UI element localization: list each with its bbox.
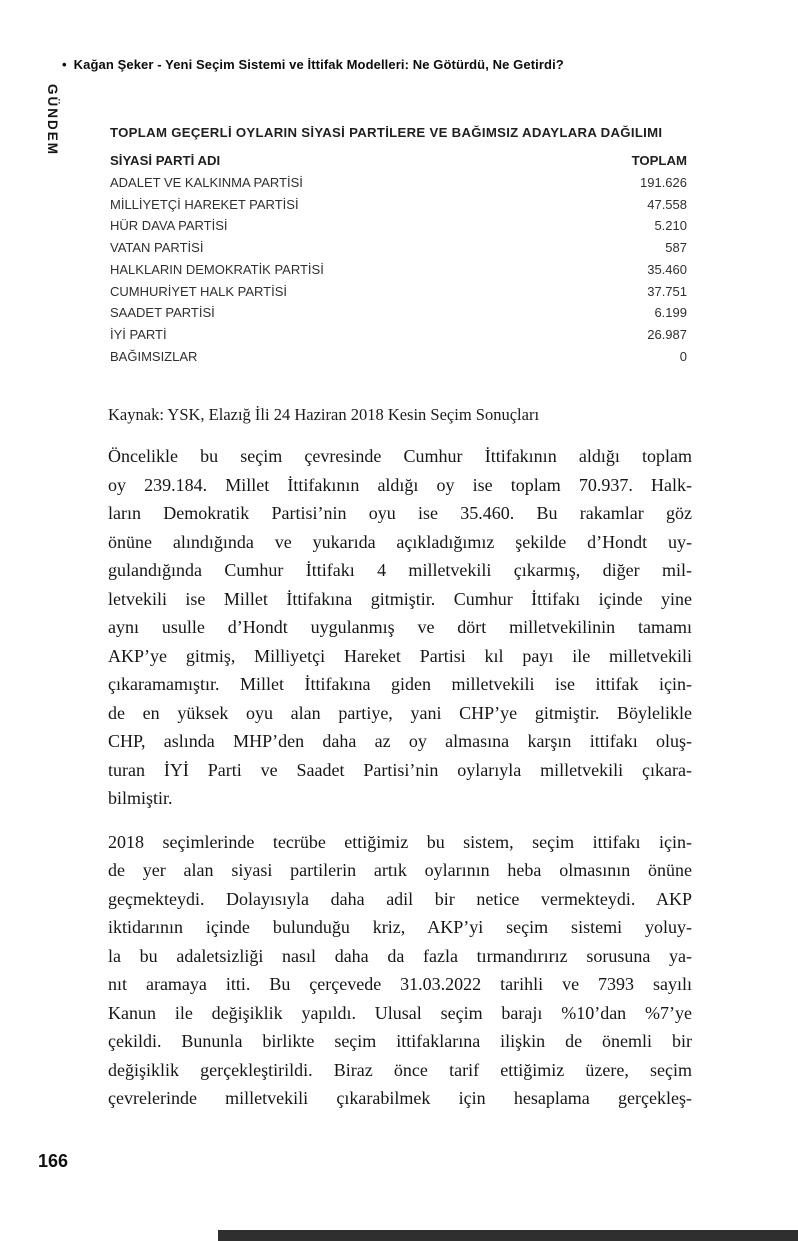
paragraph-line: çekildi. Bununla birlikte seçim ittifaklarına ilişkin de önemli bir: [108, 1031, 692, 1051]
bullet-icon: •: [62, 57, 67, 72]
page-number: 166: [38, 1151, 69, 1171]
paragraph-line: Kanun ile değişiklik yapıldı. Ulusal seçim barajı %10’dan %7’ye: [108, 1002, 692, 1023]
article-title: Yeni Seçim Sistemi ve İttifak Modelleri: Ne Götürdü, Ne Getirdi?: [165, 57, 564, 72]
paragraph-line: letvekili ise Millet İttifakına gitmiştir. Cumhur İttifakı içinde yine: [108, 588, 692, 609]
table-row: [110, 259, 687, 281]
party-name: HÜR DAVA PARTİSİ: [110, 218, 228, 234]
party-total: 191.626: [640, 175, 687, 190]
paragraph-line: CHP, aslında MHP’den daha az oy almasına karşın ittifakı oluş-: [108, 731, 692, 751]
party-name: VATAN PARTİSİ: [110, 240, 204, 256]
paragraph-line: gulandığında Cumhur İttifakı 4 milletvekili çıkarmış, diğer mil-: [108, 560, 692, 580]
table-row: [110, 281, 687, 303]
paragraph-line: aynı usulle d’Hondt uygulanmış ve dört milletvekilinin tamamı: [108, 617, 692, 637]
paragraph-line: ların Demokratik Partisi’nin oyu ise 35.460. Bu rakamlar göz: [108, 503, 692, 523]
column-header-party: SİYASİ PARTİ ADI: [110, 153, 221, 168]
party-name: HALKLARIN DEMOKRATİK PARTİSİ: [110, 261, 324, 277]
article-body: [108, 442, 692, 1113]
party-total: 47.558: [647, 196, 687, 212]
party-total: 6.199: [654, 305, 687, 321]
paragraph-line: oy 239.184. Millet İttifakının aldığı oy ise toplam 70.937. Halk-: [108, 474, 692, 495]
article-header: [62, 57, 564, 72]
party-total: 587: [665, 240, 687, 256]
table-row: [110, 172, 687, 194]
column-header-total: TOPLAM: [631, 153, 687, 168]
table-row: [110, 194, 687, 216]
paragraph-line: önüne alındığında ve yukarıda açıkladığımız şekilde d’Hondt uy-: [108, 531, 692, 552]
paragraph: [108, 442, 692, 813]
paragraph-line: iktidarının içinde bulunduğu kriz, AKP’yi seçim sistemi yoluy-: [108, 917, 692, 937]
section-label: GÜNDEM: [45, 84, 60, 156]
party-total: 37.751: [647, 283, 687, 299]
party-name: BAĞIMSIZLAR: [110, 348, 198, 364]
paragraph-line: la bu adaletsizliği nasıl daha da fazla tırmandırırız sorusuna ya-: [108, 945, 692, 966]
paragraph-line: geçmekteydi. Dolayısıyla daha adil bir netice vermekteydi. AKP: [108, 888, 692, 909]
paragraph-line: Öncelikle bu seçim çevresinde Cumhur İttifakının aldığı toplam: [108, 446, 692, 466]
party-total: 26.987: [647, 326, 687, 342]
paragraph-line: çıkaramamıştır. Millet İttifakına giden milletvekili ise ittifak için-: [108, 674, 692, 694]
paragraph-line: turan İYİ Parti ve Saadet Partisi’nin oylarıyla milletvekili çıkara-: [108, 759, 692, 780]
party-name: MİLLİYETÇİ HAREKET PARTİSİ: [110, 196, 299, 212]
table-row: [110, 346, 687, 368]
party-name: CUMHURİYET HALK PARTİSİ: [110, 283, 287, 299]
paragraph-line: çevrelerinde milletvekili çıkarabilmek için hesaplama gerçekleş-: [108, 1088, 692, 1108]
table-row: [110, 302, 687, 324]
table-row: [110, 237, 687, 259]
table-row: [110, 324, 687, 346]
paragraph-line: AKP’ye gitmiş, Milliyetçi Hareket Partisi kıl payı ile milletvekili: [108, 645, 692, 666]
paragraph-line: nıt aramaya itti. Bu çerçevede 31.03.2022 tarihli ve 7393 sayılı: [108, 974, 692, 994]
results-table: [110, 123, 687, 367]
party-name: SAADET PARTİSİ: [110, 305, 215, 321]
party-total: 35.460: [647, 261, 687, 277]
table-source: Kaynak: YSK, Elazığ İli 24 Haziran 2018 Kesin Seçim Sonuçları: [108, 405, 540, 424]
table-header-row: [110, 150, 687, 172]
paragraph-line: 2018 seçimlerinde tecrübe ettiğimiz bu sistem, seçim ittifakı için-: [108, 831, 692, 852]
party-name: ADALET VE KALKINMA PARTİSİ: [110, 175, 303, 190]
paragraph: [108, 828, 692, 1113]
paragraph-line: de en yüksek oyu alan partiye, yani CHP’ye gitmiştir. Böylelikle: [108, 702, 692, 723]
table-title: TOPLAM GEÇERLİ OYLARIN SİYASİ PARTİLERE VE BAĞIMSIZ ADAYLARA DAĞILIMI: [110, 125, 663, 140]
party-total: 5.210: [654, 218, 687, 234]
paragraph-line: de yer alan siyasi partilerin artık oylarının heba olmasının önüne: [108, 860, 692, 880]
footer-bar: [218, 1230, 798, 1241]
paragraph-line: bilmiştir.: [108, 788, 173, 808]
party-name: İYİ PARTİ: [110, 326, 167, 342]
table-row: [110, 215, 687, 237]
header-separator: -: [153, 57, 166, 72]
party-total: 0: [679, 348, 687, 364]
paragraph-line: değişiklik gerçekleştirildi. Biraz önce tarif ettiğimiz üzere, seçim: [108, 1059, 692, 1080]
author-name: Kağan Şeker: [73, 57, 154, 72]
